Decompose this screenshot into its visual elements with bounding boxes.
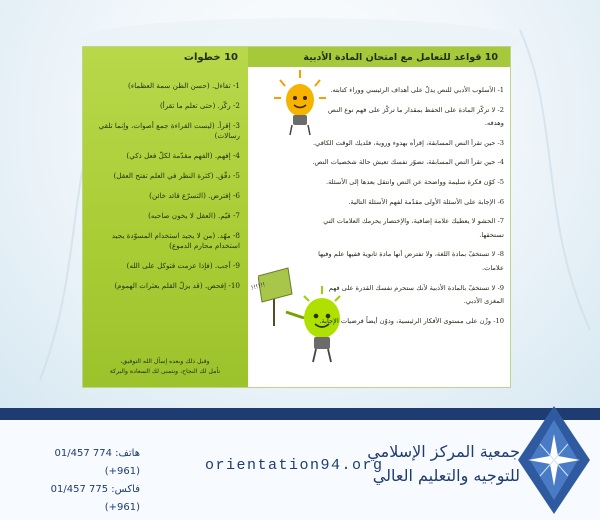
list-item: 10- إفحص. (قد يزلّ القلم بعثرات الهموم) <box>114 281 240 290</box>
list-item: 6- الإجابة على الأسئلة الأولى مقدّمة لفهم الأسئلة التالية. <box>348 197 504 206</box>
list-item: 3- إقرأ. (ليست القراءة جمع أصوات، وإنما تلقي رسالات) <box>98 121 240 140</box>
phone-number: 774 01/457 (961+) <box>54 448 140 477</box>
list-item: 5- كوّن فكرة سليمة وواضحة عن النص وانتقل بعدها إلى الأسئلة. <box>325 177 504 186</box>
list-item: 1- الأسلوب الأدبي للنص يدلّ على أهداف الرئيسي ووراء كتابته. <box>330 86 504 94</box>
organization-logo-icon <box>518 406 590 514</box>
fax-line <box>30 481 140 517</box>
list-item: 2- ركّز. (حتى تعلم ما تقرأ) <box>159 101 240 110</box>
list-item: 7- قيّم. (العقل لا يخون صاحبه) <box>148 211 240 220</box>
steps-title: 10 خطوات <box>183 52 238 63</box>
fax-label: فاكس: <box>111 484 140 495</box>
list-item: 7- الحشو لا يعطيك علامة إضافية، والإختصار يحرمك العلامات التي تستحقها. <box>323 217 504 239</box>
closing-line: وقبل ذلك وبعده إسأل الله التوفيق، <box>120 358 210 365</box>
list-item: 4- إفهم. (الفهم مقدّمة لكلّ فعل ذكي) <box>126 151 240 160</box>
closing-line: نأمل لك النجاح، ونتمنى لك السعادة والبركة <box>109 368 221 375</box>
list-item: 10- وزّن على مستوى الأفكار الرئيسية، ودوّن أيضاً فرضيات الإجابة. <box>319 316 504 325</box>
rules-title: 10 قواعد للتعامل مع امتحان المادة الأدبية <box>303 52 498 63</box>
list-item: 3- حين تقرأ النص المسابقة، إقرأه بهدوء وروية، فلديك الوقت الكافي. <box>313 138 504 147</box>
fax-number: 775 01/457 (961+) <box>50 484 140 513</box>
list-item: 9- لا تستخفّ بالمادة الأدبية لأنك ستحرم نفسك القدرة على فهم المغزى الأدبي. <box>328 283 504 306</box>
list-item: 8- لا تستخفّ بمادة اللغة، ولا تفترض أنها مادة ثانوية ففيها علم وفيها علامات. <box>318 250 504 272</box>
org-name-line: جمعية المركز الإسلامي <box>367 442 520 461</box>
list-item: 1- تفاءل. (حسن الظن سمة العظماء) <box>128 81 240 90</box>
steps-panel <box>83 47 248 387</box>
closing-note <box>100 357 230 377</box>
phone-label: هاتف: <box>115 448 140 459</box>
org-name-line: للتوجيه والتعليم العالي <box>372 466 520 485</box>
contact-info <box>30 445 140 517</box>
organization-name <box>358 440 520 488</box>
list-item: 2- لا تركّز المادة على الحفظ بمقدار ما تركّز على فهم نوع النص وهدفه. <box>328 105 504 128</box>
divider-strip <box>0 408 600 420</box>
list-item: 8- مهّد. (من لا يجيد استخدام المسوّدة يجيد استخدام محارم الدموع) <box>111 231 240 250</box>
list-item: 9- أجب. (فإذا عزمت فتوكل على الله) <box>126 261 240 270</box>
rules-list <box>308 84 504 334</box>
list-item: 5- دقّق. (كثرة النظر في العلم تفتح العقل) <box>113 171 240 180</box>
steps-list <box>90 81 240 301</box>
website-link[interactable]: orientation94.org <box>205 457 384 474</box>
sign-label: !!!!!! <box>250 281 267 292</box>
list-item: 6- إفترض. (التسرّع قائد خائن) <box>149 191 240 200</box>
list-item: 4- حين تقرأ النص المسابقة، تصوّر نفسك تعيش حالة شخصيات النص. <box>312 158 504 167</box>
phone-line <box>30 445 140 481</box>
rules-header <box>248 47 510 67</box>
